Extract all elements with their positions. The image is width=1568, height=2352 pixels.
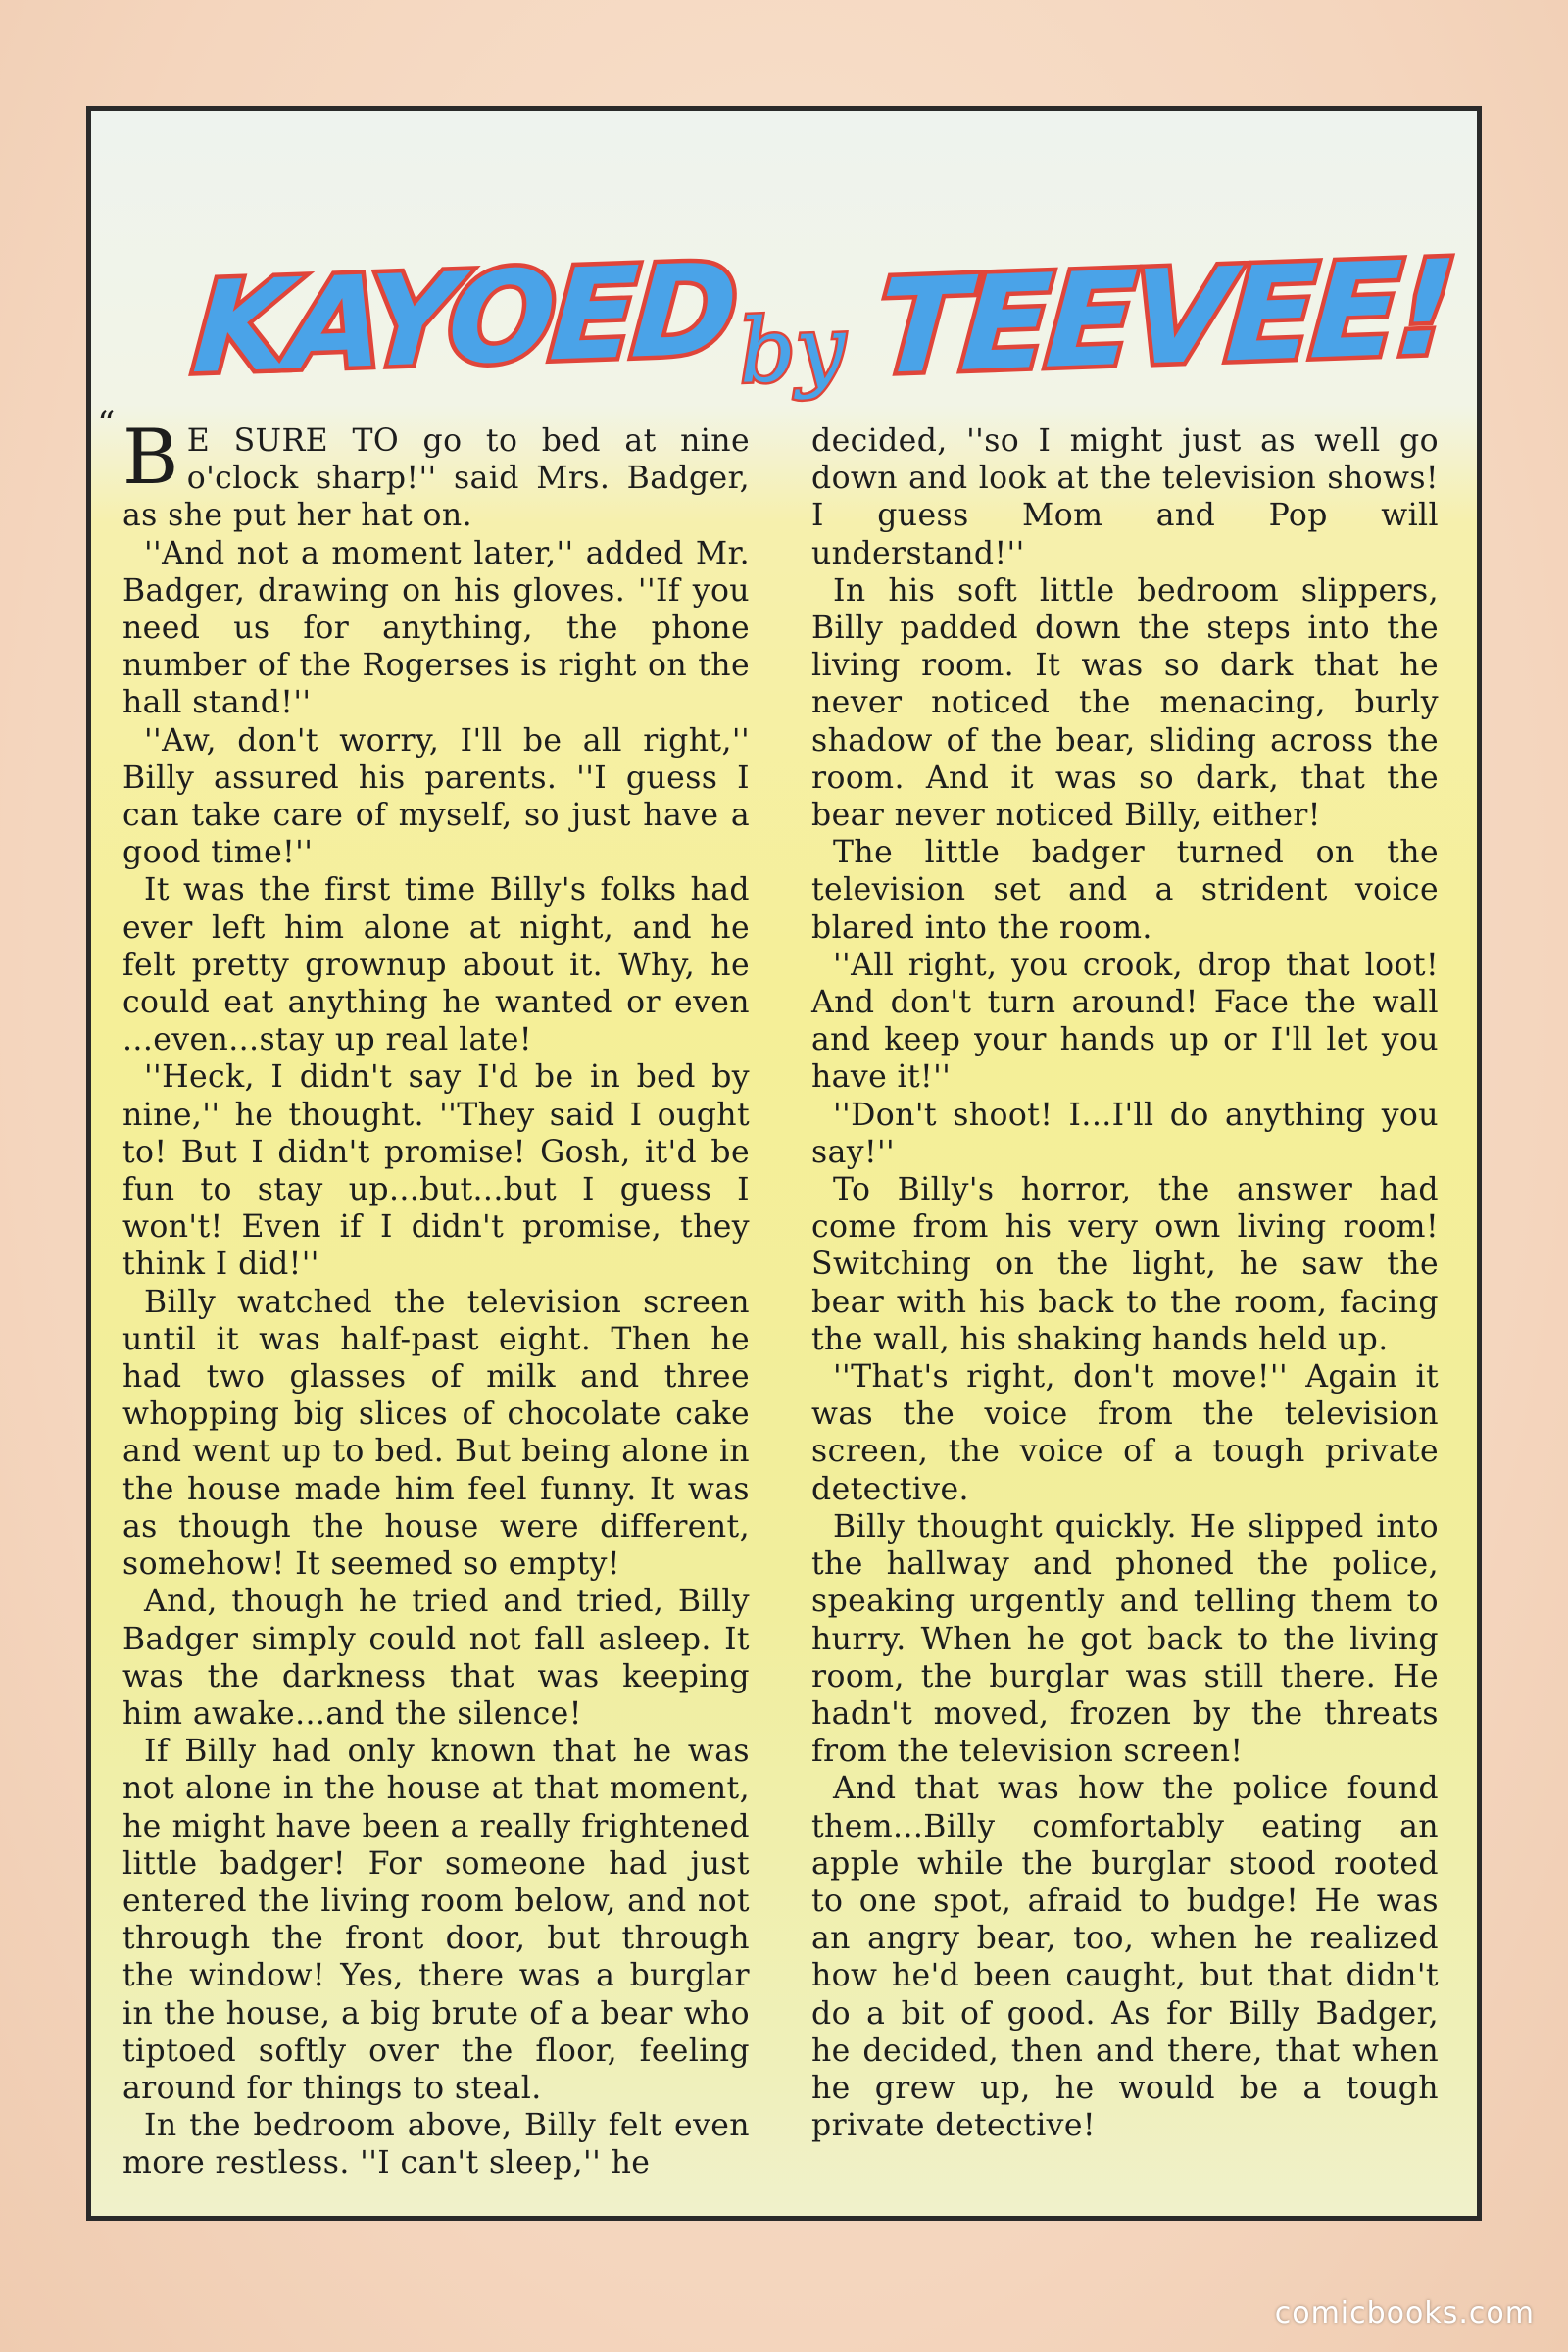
paragraph	[122, 414, 750, 535]
paragraph: And, though he tried and tried, Billy Badger simply could not fall asleep. It was the darkness that was keeping him awake...and the silence!	[122, 1584, 750, 1732]
story-title	[188, 170, 1457, 464]
paragraph: ''That's right, don't move!'' Again it was the voice from the television screen, the voice of a tough private detective.	[811, 1359, 1439, 1507]
paragraph: Billy thought quickly. He slipped into the hallway and phoned the police, speaking urgently and telling them to hurry. When he got back to the living room, the burglar was still there. He hadn't moved, frozen by the threats from the television screen!	[811, 1508, 1439, 1770]
paragraph: decided, ''so I might just as well go down and look at the television shows! I guess Mom and Pop will understand!''	[811, 423, 1439, 571]
title-word-by: by	[737, 296, 848, 404]
story-column-left	[122, 414, 750, 2182]
title-word-kayoed: KAYOED	[188, 237, 739, 403]
story-frame	[86, 106, 1482, 2221]
paragraph: In his soft little bedroom slippers, Billy padded down the steps into the living room. It was so dark that he never noticed the menacing, burly shadow of the bear, sliding across the room. And it was so dark, that the bear never noticed Billy, either!	[811, 572, 1439, 834]
drop-cap: B	[122, 414, 179, 502]
paragraph-text: E SURE TO go to bed at nine o'clock sharp!'' said Mrs. Badger, as she put her hat on.	[122, 423, 750, 534]
paragraph: ''Don't shoot! I...I'll do anything you say!''	[811, 1097, 1439, 1170]
paragraph: If Billy had only known that he was not alone in the house at that moment, he might have been a really frightened little badger! For someone had just entered the living room below, and not through the front door, but through the window! Yes, there was a burglar in the house, a big brute of a bear who tiptoed softly over the floor, feeling around for things to steal.	[122, 1734, 750, 2106]
title-word-teevee: TEEVEE!	[872, 232, 1457, 404]
watermark: comicbooks.com	[1274, 2296, 1535, 2330]
paragraph: It was the first time Billy's folks had ever left him alone at night, and he felt pretty grownup about it. Why, he could eat anything he wanted or even ...even...stay up real late!	[122, 872, 750, 1058]
paragraph: ''Heck, I didn't say I'd be in bed by nine,'' he thought. ''They said I ought to! But I didn't promise! Gosh, it'd be fun to stay up...but...but I guess I won't! Even if I didn't promise, they think I did!''	[122, 1059, 750, 1283]
paragraph: ''And not a moment later,'' added Mr. Badger, drawing on his gloves. ''If you need us for anything, the phone number of the Rogerses is right on the hall stand!''	[122, 535, 750, 721]
opening-quote-mark: “	[97, 405, 116, 445]
paragraph: The little badger turned on the television set and a strident voice blared into the room.	[811, 835, 1439, 946]
paragraph: And that was how the police found them...Billy comfortably eating an apple while the burglar stood rooted to one spot, afraid to budge! He was an angry bear, too, when he realized how he'd been caught, but that didn't do a bit of good. As for Billy Badger, he decided, then and there, that when he grew up, he would be a tough private detective!	[811, 1771, 1439, 2144]
paragraph: In the bedroom above, Billy felt even more restless. ''I can't sleep,'' he	[122, 2108, 750, 2181]
paragraph: To Billy's horror, the answer had come from his very own living room! Switching on the light, he saw the bear with his back to the room, facing the wall, his shaking hands held up.	[811, 1172, 1439, 1357]
story-column-right	[811, 422, 1439, 2144]
paragraph: ''Aw, don't worry, I'll be all right,'' Billy assured his parents. ''I guess I can take care of myself, so just have a good time!''	[122, 722, 750, 871]
paragraph: Billy watched the television screen until it was half-past eight. Then he had two glasses of milk and three whopping big slices of chocolate cake and went up to bed. But being alone in the house made him feel funny. It was as though the house were different, somehow! It seemed so empty!	[122, 1284, 750, 1583]
paragraph: ''All right, you crook, drop that loot! And don't turn around! Face the wall and keep your hands up or I'll let you have it!''	[811, 947, 1439, 1096]
